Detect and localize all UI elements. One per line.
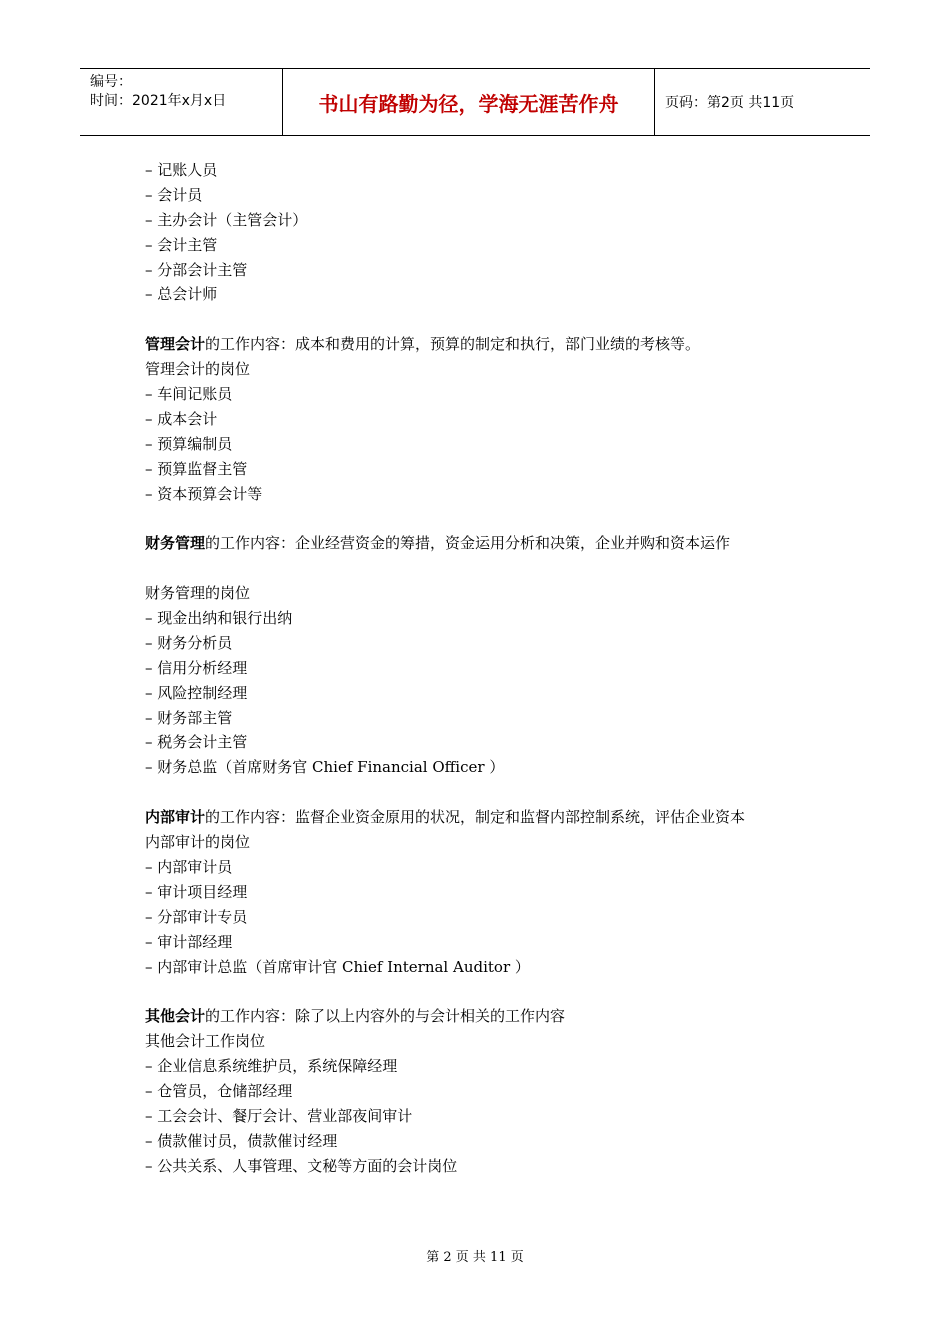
list-item: – 审计项目经理 [145,882,248,901]
section-other-accounting [145,1004,815,1178]
header-meta [80,69,282,135]
section-desc: 的工作内容：企业经营资金的筹措，资金运用分析和决策，企业并购和资本运作 [205,534,731,553]
section-heading [145,805,815,830]
list-item: – 企业信息系统维护员，系统保障经理 [145,1057,398,1076]
page-header [80,68,870,136]
document-body [145,158,815,1179]
list-item: – 内部审计员 [145,857,233,876]
list-item: – 会计主管 [145,235,218,254]
section-subtitle: 财务管理的岗位 [145,584,251,603]
list-section1 [145,158,815,307]
page-footer: 第 2 页 共 11 页 [426,1250,524,1265]
list-item: – 现金出纳和银行出纳 [145,609,293,628]
list-item: – 财务总监（首席财务官 Chief Financial Officer ） [145,758,505,777]
number-label: 编号： [90,74,132,90]
list-item: – 主办会计（主管会计） [145,210,308,229]
page-indicator: 页码：第2页 共11页 [665,95,795,111]
list-item: – 预算监督主管 [145,459,248,478]
section-management-accounting [145,332,815,506]
section-heading [145,531,815,556]
motto: 书山有路勤为径，学海无涯苦作舟 [282,69,655,135]
list-item: – 税务会计主管 [145,733,248,752]
section-title: 财务管理 [145,534,206,553]
section-title: 管理会计 [145,335,206,354]
list-item: – 预算编制员 [145,434,233,453]
list-item: – 总会计师 [145,285,218,304]
list-item: – 审计部经理 [145,932,233,951]
section-subtitle: 管理会计的岗位 [145,360,251,379]
list-item: – 成本会计 [145,409,218,428]
list-item: – 风险控制经理 [145,683,248,702]
date-label: 时间：2021年x月x日 [90,93,227,109]
section-financial-management [145,531,815,780]
list-item: – 信用分析经理 [145,658,248,677]
list-item: – 公共关系、人事管理、文秘等方面的会计岗位 [145,1156,458,1175]
list-item: – 财务部主管 [145,708,233,727]
section-title: 其他会计 [145,1007,206,1026]
list-item: – 工会会计、餐厅会计、营业部夜间审计 [145,1106,413,1125]
section-internal-audit [145,805,815,979]
list-item: – 仓管员，仓储部经理 [145,1081,293,1100]
list-item: – 内部审计总监（首席审计官 Chief Internal Auditor ） [145,957,530,976]
section-desc: 的工作内容：除了以上内容外的与会计相关的工作内容 [205,1007,566,1026]
section-subtitle: 内部审计的岗位 [145,833,251,852]
list-item: – 债款催讨员，债款催讨经理 [145,1131,338,1150]
section-title: 内部审计 [145,808,206,827]
list-item: – 会计员 [145,185,203,204]
list-item: – 资本预算会计等 [145,484,263,503]
list-item: – 分部会计主管 [145,260,248,279]
list-item: – 财务分析员 [145,633,233,652]
section-desc: 的工作内容：成本和费用的计算，预算的制定和执行，部门业绩的考核等。 [205,335,701,354]
section-heading [145,1004,815,1029]
section-desc: 的工作内容：监督企业资金原用的状况，制定和监督内部控制系统，评估企业资本 [205,808,746,827]
list-item: – 分部审计专员 [145,907,248,926]
section-subtitle: 其他会计工作岗位 [145,1032,266,1051]
list-item: – 记账人员 [145,161,218,179]
list-item: – 车间记账员 [145,385,233,404]
section-heading [145,332,815,357]
